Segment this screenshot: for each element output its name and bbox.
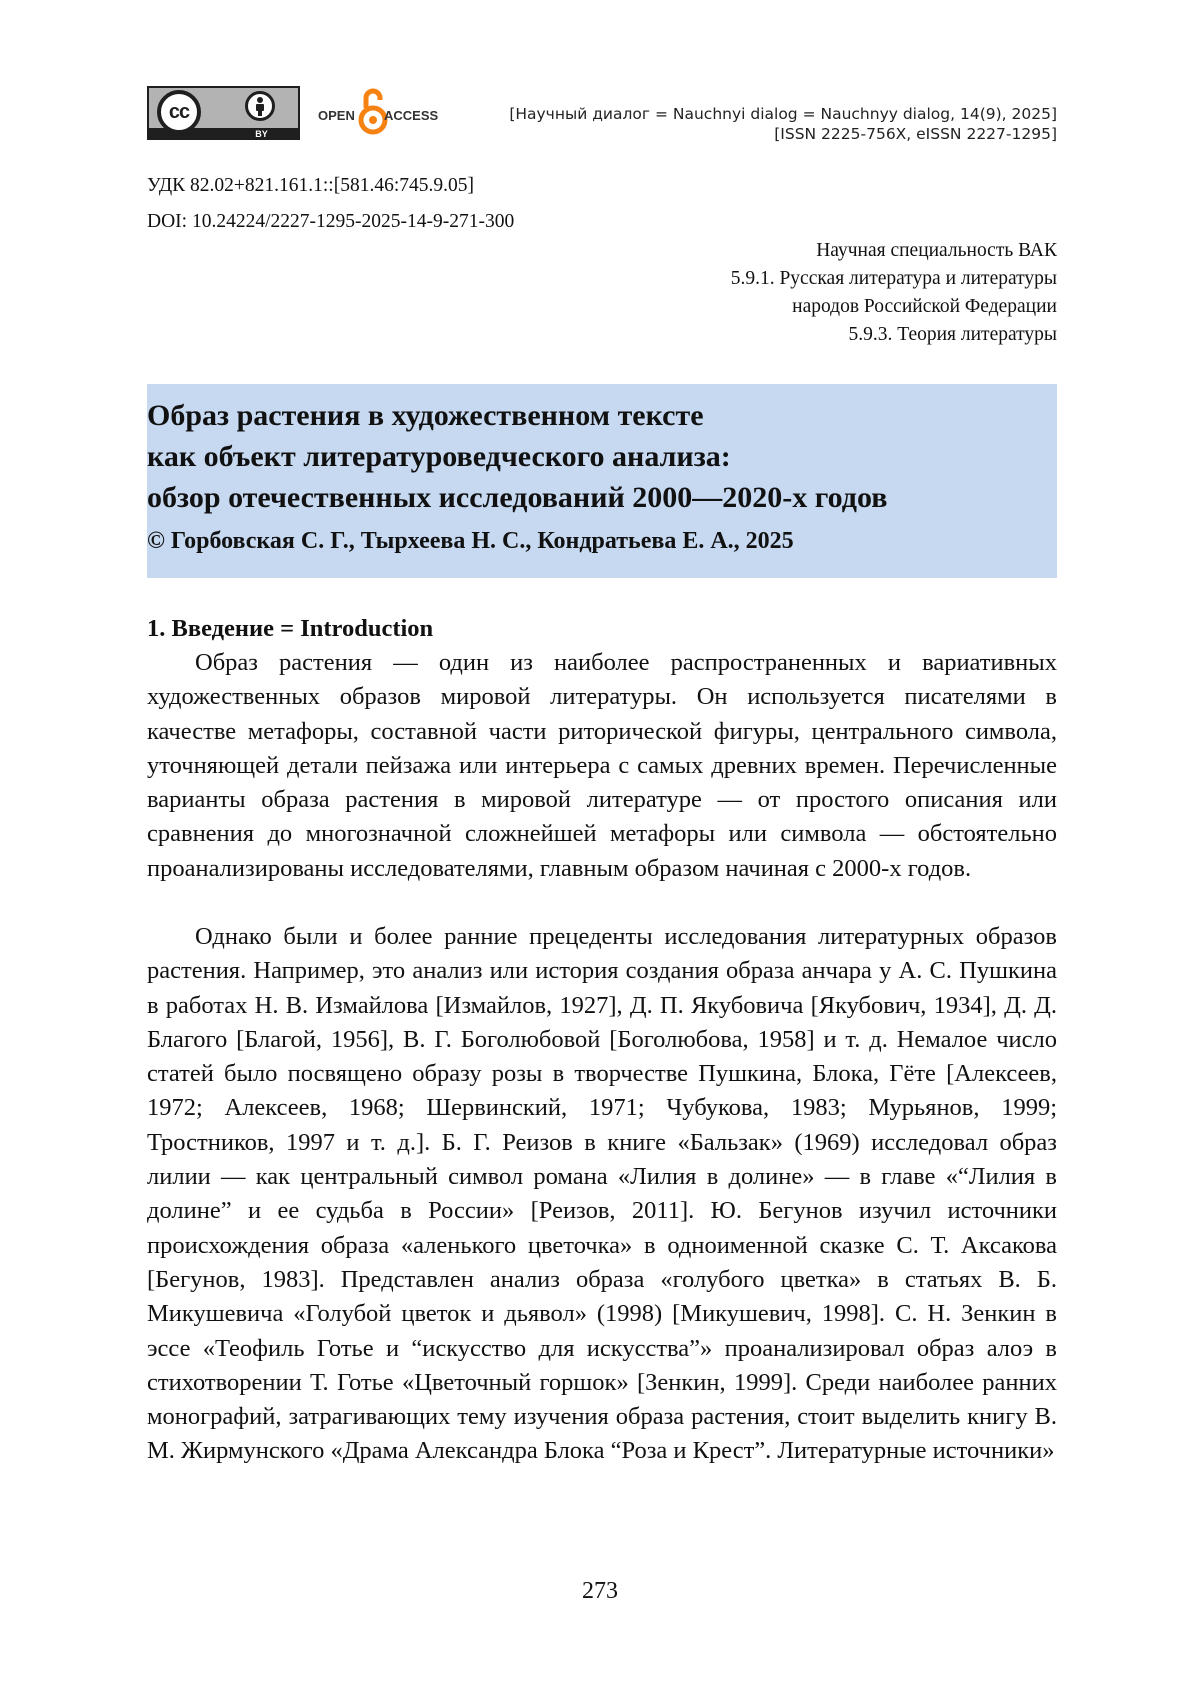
cc-by-license-badge	[147, 86, 300, 140]
journal-title-line: [Научный диалог = Nauchnyi dialog = Nauchnyy dialog, 14(9), 2025]	[509, 105, 1057, 123]
vak-specialty	[731, 237, 1057, 349]
page-number: 273	[582, 1578, 618, 1604]
vak-line: Научная специальность ВАК	[816, 240, 1057, 261]
article-title-line: как объект литературоведческого анализа:	[147, 440, 731, 473]
body-paragraph: Однако были и более ранние прецеденты исследования литературных образов растения. Например, это анализ или история создания образа анчара у А. С. Пушкина в работах Н. В. Измайлова [Измайлов, 1927], Д. П. Якубовича [Якубович, 1934], Д. Д. Благого [Благой, 1956], В. Г. Боголюбовой [Боголюбова, 1958] и т. д. Немалое число статей было посвящено образу розы в творчестве Пушкина, Блока, Гёте [Алексеев, 1972; Алексеев, 1968; Шервинский, 1971; Чубукова, 1983; Мурьянов, 1999; Тростников, 1997 и т. д.]. Б. Г. Реизов в книге «Бальзак» (1969) исследовал образ лилии — как центральный символ романа «Лилия в долине» — в главе «“Лилия в долине” и ее судьба в России» [Реизов, 2011]. Ю. Бегунов изучил источники происхождения образа «аленького цветочка» в одноименной сказке С. Т. Аксакова [Бегунов, 1983]. Представлен анализ образа «голубого цветка» в статьях В. Б. Микушевича «Голубой цветок и дьявол» (1998) [Микушевич, 1998]. С. Н. Зенкин в эссе «Теофиль Готье и “искусство для искусства”» проанализировал образ алоэ в стихотворении Т. Готье «Цветочный горшок» [Зенкин, 1999]. Среди наиболее ранних монографий, затрагивающих тему изучения образа растения, стоит выделить книгу В. М. Жирмунского «Драма Александра Блока “Роза и Крест”. Литературные источники»	[147, 923, 1057, 1465]
attribution-person-icon	[245, 91, 275, 121]
article-authors: © Горбовская С. Г., Тырхеева Н. С., Кондратьева Е. А., 2025	[147, 528, 794, 554]
creative-commons-icon: cc	[157, 90, 201, 134]
license-by-label: BY	[255, 129, 268, 139]
article-title-line: Образ растения в художественном тексте	[147, 399, 704, 432]
journal-issn-line: [ISSN 2225-756X, eISSN 2227-1295]	[774, 125, 1057, 143]
vak-line: 5.9.3. Теория литературы	[848, 324, 1057, 345]
vak-line: 5.9.1. Русская литература и литературы	[730, 268, 1057, 289]
section-heading: 1. Введение = Introduction	[147, 615, 434, 642]
open-access-access-text: ACCESS	[384, 108, 439, 123]
vak-line: народов Российской Федерации	[792, 296, 1057, 317]
doi-link[interactable]: DOI: 10.24224/2227-1295-2025-14-9-271-300	[147, 211, 515, 232]
article-title-block	[147, 384, 1057, 578]
udk-code: УДК 82.02+821.161.1::[581.46:745.9.05]	[147, 175, 475, 196]
article-title-line: обзор отечественных исследований 2000—2020-х годов	[147, 481, 888, 514]
open-access-logo	[318, 86, 458, 138]
open-access-open-text: OPEN	[318, 108, 355, 123]
journal-citation	[509, 104, 1057, 144]
body-paragraph: Образ растения — один из наиболее распространенных и вариативных художественных образов мировой литературы. Он используется писателями в качестве метафоры, составной части риторической фигуры, центрального символа, уточняющей детали пейзажа или интерьера с самых древних времен. Перечисленные варианты образа растения в мировой литературе — от простого описания или сравнения до многозначной сложнейшей метафоры или символа — обстоятельно проанализированы исследователями, главным образом начиная с 2000-х годов.	[147, 649, 1057, 882]
